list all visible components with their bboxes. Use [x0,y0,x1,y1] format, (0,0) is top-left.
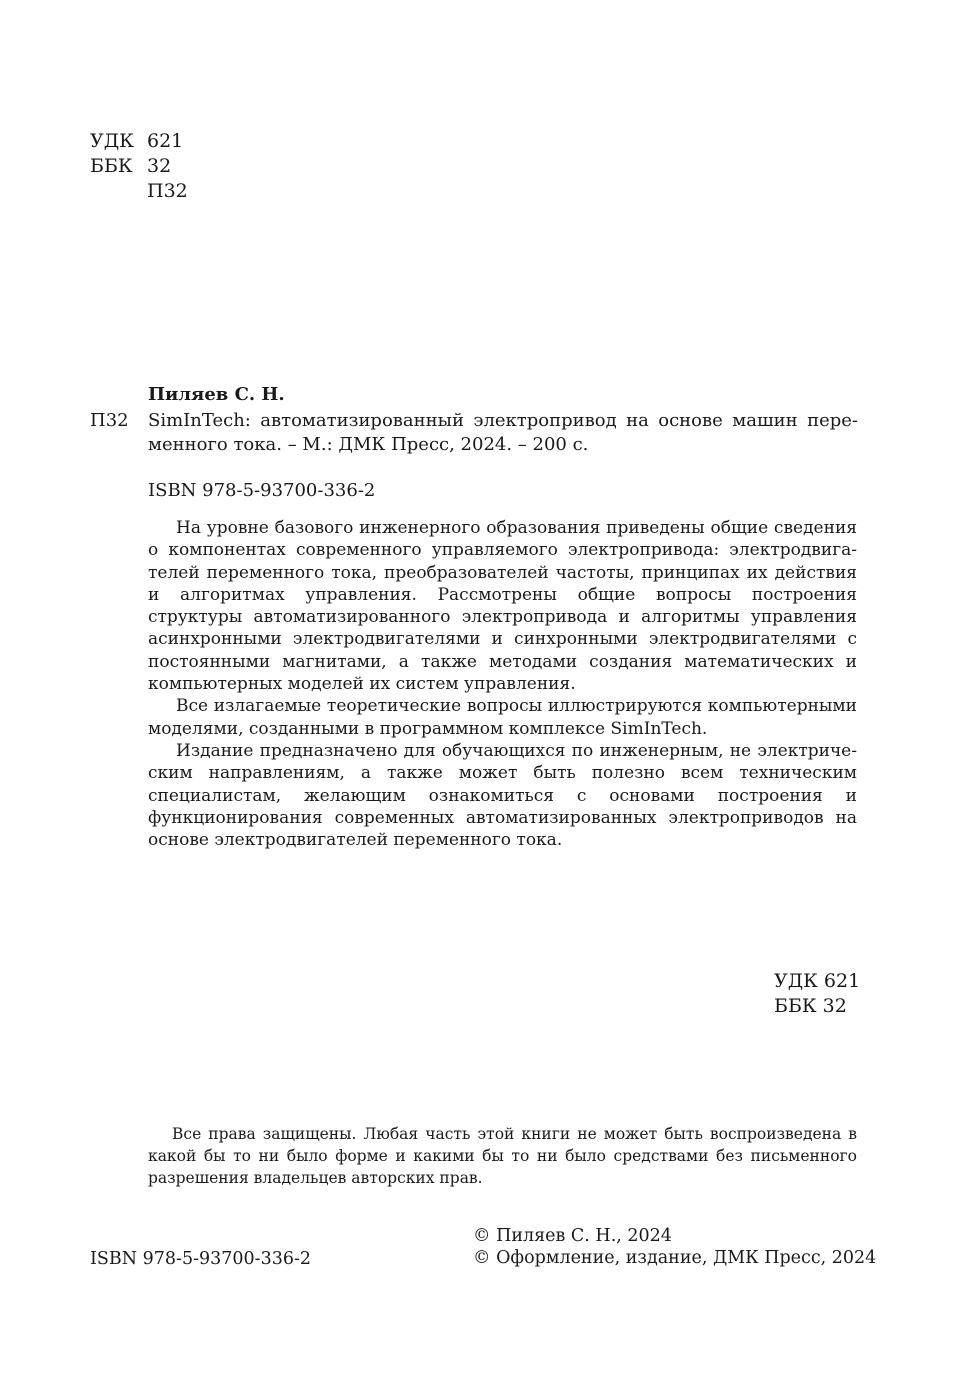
record-entry [90,409,858,457]
author-mark: П32 [147,180,188,202]
bbk-row [90,154,188,179]
footer-isbn: ISBN 978-5-93700-336-2 [90,1249,312,1269]
record-text: SimInTech: автоматизированный электропривод на основе машин переменного тока. – М.: ДМК Пресс, 2024. – 200 с. [148,410,858,455]
annotation-paragraph: Издание предназначено для обучающихся по инженерным, не электрическим направлениям, а также может быть полезно всем техническим специалистам, желающим ознакомиться с основами построения и функционирования современных автоматизированных электроприводов на основе электродвигателей переменного тока. [148,740,857,851]
record-isbn: ISBN 978-5-93700-336-2 [148,480,376,501]
udk-summary: УДК 621 [774,970,861,992]
udk-value: 621 [147,130,184,152]
annotation-paragraph: Все излагаемые теоретические вопросы иллюстрируются компьютерными моделями, созданными в программном комплексе SimInTech. [148,696,857,739]
classification-block [90,129,188,204]
copyright-author: © Пиляев С. Н., 2024 [473,1226,672,1246]
copyright-publisher: © Оформление, издание, ДМК Пресс, 2024 [473,1248,877,1268]
author-mark-row [90,179,188,204]
udk-row [90,129,188,154]
rights-notice [148,1123,857,1189]
copyright-block [473,1225,876,1269]
rights-text: Все права защищены. Любая часть этой книги не может быть воспроизведена в какой бы то ни было форме и какими бы то ни было средствами без письменного разрешения владельцев авторских прав. [148,1125,857,1187]
bbk-summary: ББК 32 [774,995,847,1017]
record-code: П32 [90,410,129,431]
bbk-value: 32 [147,155,172,177]
classification-summary [774,969,860,1019]
bbk-label: ББК [90,155,133,177]
annotation-paragraph: На уровне базового инженерного образования приведены общие сведения о компонентах современного управляемого электропривода: электродвигателей переменного тока, преобразователей частоты, принципах их действия и алгоритмах управления. Рассмотрены общие вопросы построения структуры автоматизированного электропривода и алгоритмы управления асинхронными электродвигателями и синхронными электродвигателями с постоянными магнитами, а также методами создания математических и компьютерных моделей их систем управления. [148,518,857,695]
annotation [148,517,857,851]
record-author: Пиляев С. Н. [148,384,285,405]
udk-label: УДК [90,130,134,152]
